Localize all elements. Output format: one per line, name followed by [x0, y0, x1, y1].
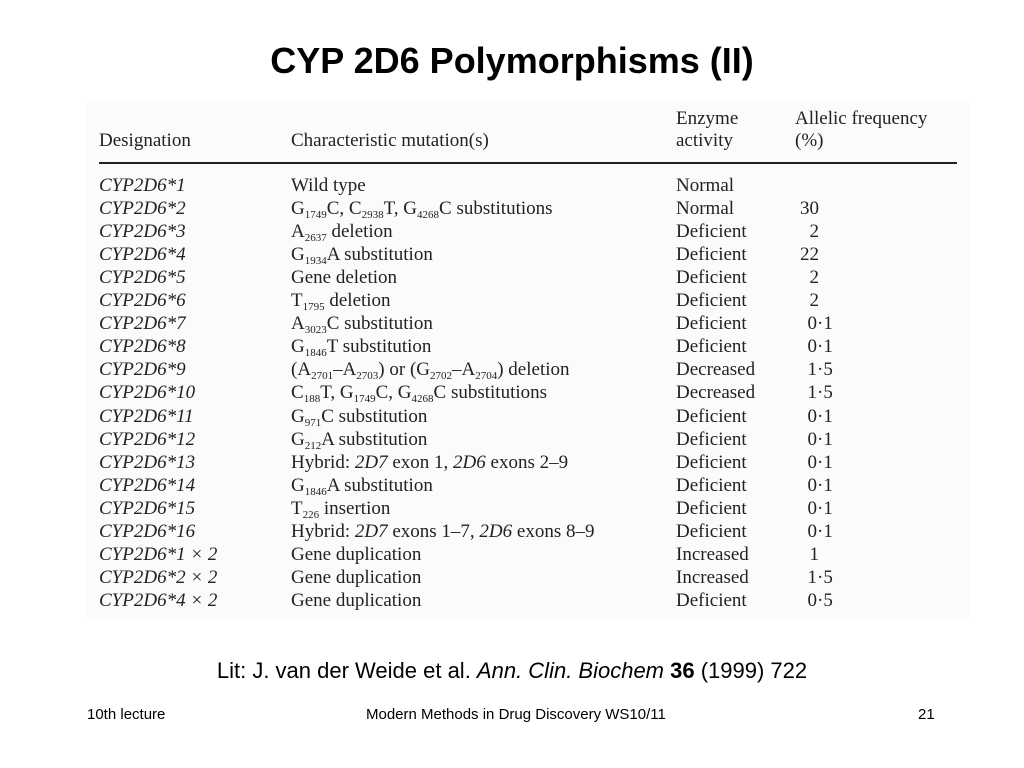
table-row: [87, 197, 969, 220]
frequency-cell: 0·1: [807, 428, 833, 450]
header-activity-line2: activity: [676, 130, 733, 151]
designation-cell: CYP2D6*1 × 2: [99, 543, 218, 565]
frequency-cell: 1·5: [807, 359, 833, 381]
activity-cell: Deficient: [676, 336, 747, 358]
activity-cell: Decreased: [676, 382, 756, 404]
table-row: [87, 520, 969, 543]
table-row: [87, 543, 969, 566]
frequency-cell: 1·5: [807, 382, 833, 404]
mutation-cell: Gene deletion: [291, 267, 398, 289]
table-row: [87, 335, 969, 358]
activity-cell: Deficient: [676, 497, 747, 519]
citation-prefix: Lit: J. van der Weide et al.: [216, 658, 477, 683]
mutation-cell: $A_{3023}C$ substitution: [291, 313, 433, 337]
activity-cell: Increased: [676, 543, 749, 565]
mutation-cell: $G_{1749}C$, $C_{2938}T$, $G_{4268}C$ substitutions: [291, 198, 553, 222]
frequency-cell: 2: [809, 267, 819, 289]
table-row: [87, 381, 969, 404]
frequency-cell: 0·1: [807, 474, 833, 496]
frequency-cell: 1·5: [807, 566, 833, 588]
header-rule: [99, 162, 957, 164]
frequency-cell: 2: [809, 290, 819, 312]
header-frequency-line2: (%): [795, 130, 824, 151]
designation-cell: CYP2D6*16: [99, 520, 196, 542]
frequency-cell: 22: [800, 244, 819, 266]
citation-journal: Ann. Clin. Biochem: [476, 658, 665, 683]
citation-rest: (1999) 722: [694, 658, 808, 683]
mutation-cell: $G_{1846}T$ substitution: [291, 336, 432, 360]
frequency-cell: 0·1: [807, 520, 833, 542]
mutation-cell: $A_{2637}$ deletion: [291, 221, 393, 245]
header-mutation: Characteristic mutation(s): [291, 130, 489, 151]
mutation-cell: Hybrid: 2D7 exon 1, 2D6 exons 2–9: [291, 451, 569, 473]
designation-cell: CYP2D6*5: [99, 267, 186, 289]
designation-cell: CYP2D6*9: [99, 359, 186, 381]
table-row: [87, 174, 969, 197]
frequency-cell: 30: [800, 198, 819, 220]
citation: [0, 658, 1024, 684]
table-row: [87, 266, 969, 289]
designation-cell: CYP2D6*3: [99, 221, 186, 243]
activity-cell: Deficient: [676, 290, 747, 312]
frequency-cell: 0·5: [807, 589, 833, 611]
designation-cell: CYP2D6*4 × 2: [99, 589, 218, 611]
table-row: [87, 312, 969, 335]
header-designation: Designation: [99, 130, 191, 151]
activity-cell: Deficient: [676, 313, 747, 335]
designation-cell: CYP2D6*11: [99, 405, 194, 427]
designation-cell: CYP2D6*14: [99, 474, 196, 496]
activity-cell: Deficient: [676, 474, 747, 496]
activity-cell: Deficient: [676, 589, 747, 611]
table-row: [87, 474, 969, 497]
footer-right: 21: [918, 706, 935, 723]
designation-cell: CYP2D6*12: [99, 428, 196, 450]
activity-cell: Deficient: [676, 520, 747, 542]
activity-cell: Deficient: [676, 451, 747, 473]
designation-cell: CYP2D6*13: [99, 451, 196, 473]
mutation-cell: $(A_{2701}-A_{2703})$ or $(G_{2702}-A_{2704})$ deletion: [291, 359, 570, 383]
table-row: [87, 220, 969, 243]
mutation-cell: $G_{212}A$ substitution: [291, 428, 428, 452]
activity-cell: Deficient: [676, 428, 747, 450]
table-row: [87, 358, 969, 381]
designation-cell: CYP2D6*6: [99, 290, 186, 312]
slide-title: CYP 2D6 Polymorphisms (II): [270, 40, 754, 81]
citation-volume: 36: [664, 658, 695, 683]
designation-cell: CYP2D6*1: [99, 175, 186, 196]
table-row: [87, 451, 969, 474]
frequency-cell: 0·1: [807, 336, 833, 358]
activity-cell: Decreased: [676, 359, 756, 381]
designation-cell: CYP2D6*8: [99, 336, 186, 358]
frequency-cell: 0·1: [807, 497, 833, 519]
footer-left: 10th lecture: [87, 706, 166, 723]
mutation-cell: Wild type: [291, 175, 366, 196]
table-row: [87, 589, 969, 612]
table-row: [87, 497, 969, 520]
designation-cell: CYP2D6*4: [99, 244, 186, 266]
designation-cell: CYP2D6*10: [99, 382, 196, 404]
mutation-cell: $G_{1846}A$ substitution: [291, 474, 433, 498]
designation-cell: CYP2D6*2: [99, 198, 186, 220]
table-row: [87, 289, 969, 312]
designation-cell: CYP2D6*7: [99, 313, 186, 335]
activity-cell: Deficient: [676, 221, 747, 243]
mutation-cell: Gene duplication: [291, 543, 422, 565]
frequency-cell: 0·1: [807, 405, 833, 427]
mutation-cell: $G_{971}C$ substitution: [291, 405, 428, 429]
header-frequency-line1: Allelic frequency: [795, 108, 928, 129]
frequency-cell: 0·1: [807, 451, 833, 473]
designation-cell: CYP2D6*15: [99, 497, 196, 519]
activity-cell: Normal: [676, 175, 735, 196]
frequency-cell: 0·1: [807, 313, 833, 335]
mutation-cell: $C_{188}T$, $G_{1749}C$, $G_{4268}C$ substitutions: [291, 382, 548, 406]
header-activity-line1: Enzyme: [676, 108, 739, 129]
activity-cell: Increased: [676, 566, 749, 588]
table-row: [87, 566, 969, 589]
mutation-cell: $T_{226}$ insertion: [291, 497, 391, 521]
activity-cell: Deficient: [676, 405, 747, 427]
mutation-cell: Gene duplication: [291, 589, 422, 611]
mutation-cell: Gene duplication: [291, 566, 422, 588]
footer-center: Modern Methods in Drug Discovery WS10/11: [366, 706, 666, 723]
activity-cell: Deficient: [676, 244, 747, 266]
frequency-cell: 1: [809, 543, 819, 565]
mutation-cell: $T_{1795}$ deletion: [291, 290, 391, 314]
table-row: [87, 243, 969, 266]
activity-cell: Deficient: [676, 267, 747, 289]
table-row: [87, 405, 969, 428]
table-row: [87, 428, 969, 451]
mutation-cell: Hybrid: 2D7 exons 1–7, 2D6 exons 8–9: [291, 520, 595, 542]
designation-cell: CYP2D6*2 × 2: [99, 566, 218, 588]
frequency-cell: 2: [809, 221, 819, 243]
activity-cell: Normal: [676, 198, 735, 220]
mutation-cell: $G_{1934}A$ substitution: [291, 244, 433, 268]
polymorphism-table: [87, 100, 969, 620]
